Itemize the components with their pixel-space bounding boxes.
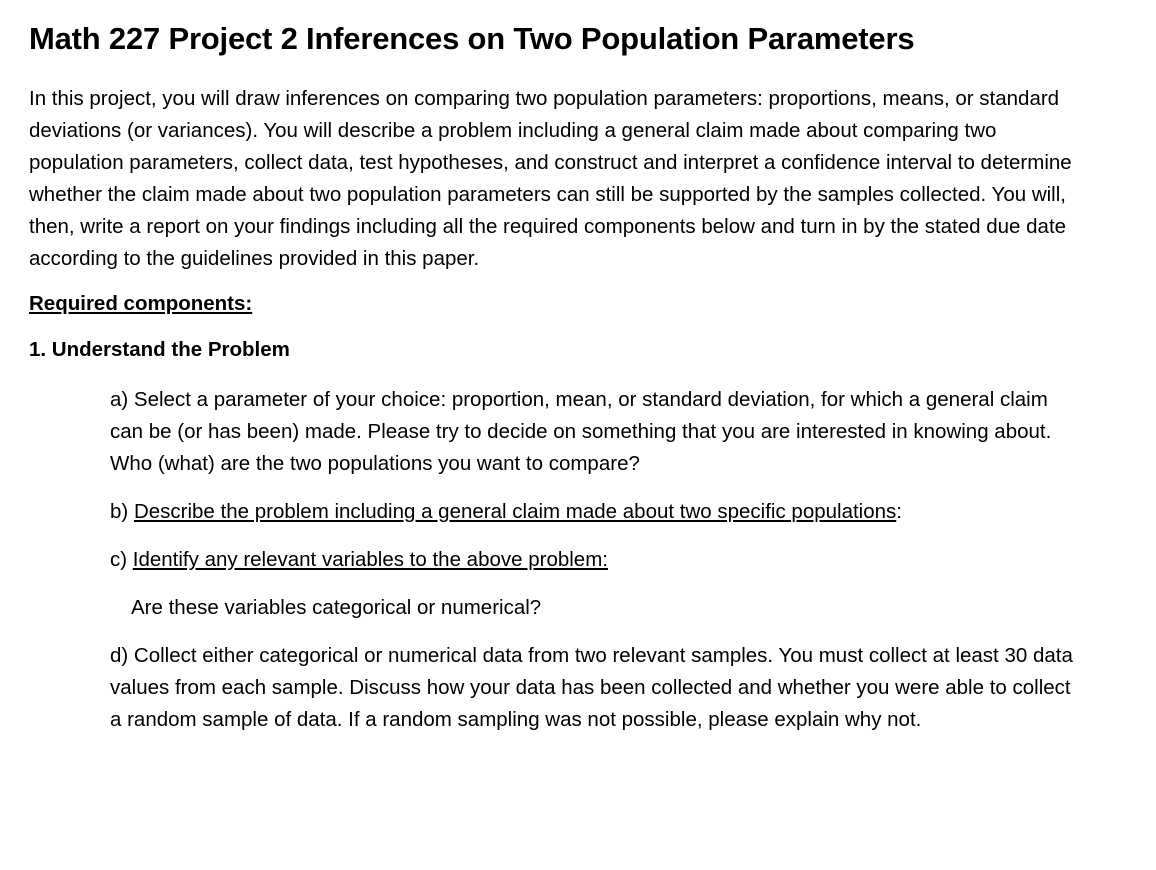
item-c-underlined: Identify any relevant variables to the above problem: [132, 548, 608, 571]
item-a: a) Select a parameter of your choice: proportion, mean, or standard deviation, for which a general claim can be (or has been) made. Please try to decide on something that you are interested in knowing about. Who (what) are the two populations you want to compare? [110, 388, 1052, 475]
item-b-underlined: Describe the problem including a general claim made about two specific populations [133, 500, 897, 523]
item-b-prefix: b) [110, 500, 134, 523]
item-b-suffix: : [896, 500, 902, 523]
item-d: d) Collect either categorical or numerical data from two relevant samples. You must collect at least 30 data values from each sample. Discuss how your data has been collected and whether you were able to collect a random sample of data. If a random sampling was not possible, please explain why not. [110, 644, 1073, 731]
item-b [110, 496, 1085, 528]
required-components-heading: Required components: [29, 292, 253, 315]
step-1-heading: 1. Understand the Problem [29, 338, 290, 361]
item-c [110, 544, 1085, 576]
item-c-prefix: c) [110, 548, 133, 571]
item-c-question: Are these variables categorical or numerical? [131, 596, 542, 619]
document-title: Math 227 Project 2 Inferences on Two Population Parameters [29, 21, 915, 56]
intro-paragraph: In this project, you will draw inferences on comparing two population parameters: proportions, means, or standard deviations (or variances). You will describe a problem including a general claim made about comparing two population parameters, collect data, test hypotheses, and construct and interpret a confidence interval to determine whether the claim made about two population parameters can still be supported by the samples collected. You will, then, write a report on your findings including all the required components below and turn in by the stated due date according to the guidelines provided in this paper. [29, 87, 1072, 270]
